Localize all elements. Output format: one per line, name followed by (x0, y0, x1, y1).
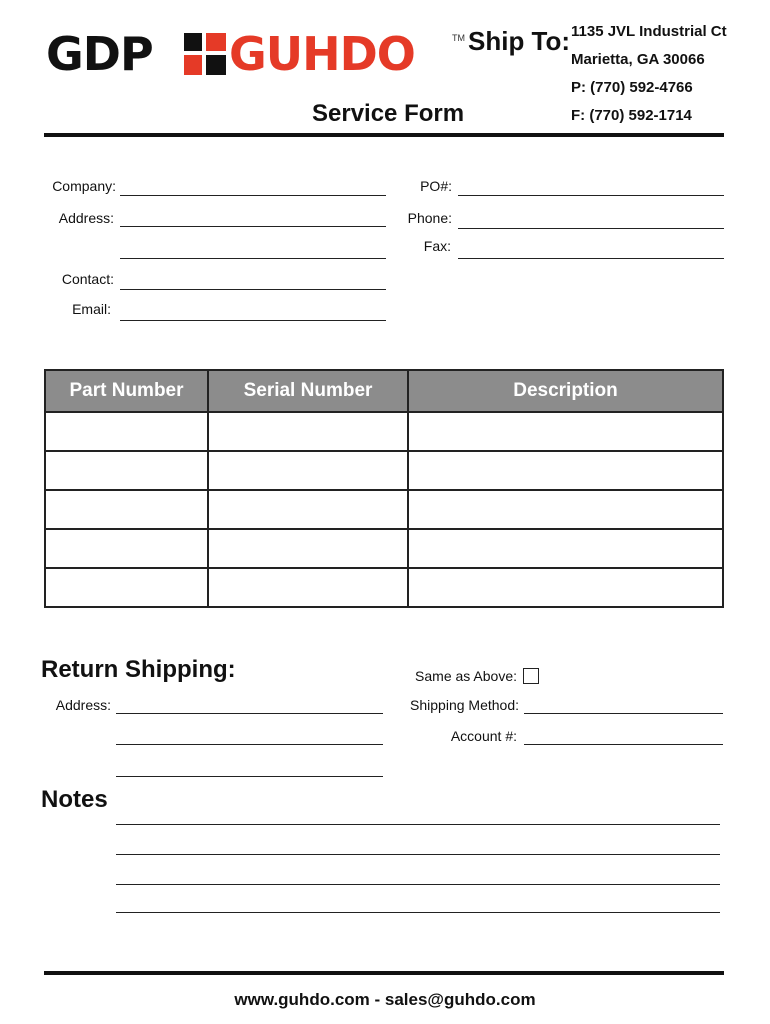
table-row (45, 490, 723, 529)
shipping-method-label: Shipping Method: (410, 697, 519, 713)
contact-label: Contact: (61, 271, 114, 287)
shipping-method-field[interactable] (524, 713, 723, 714)
phone-label: Phone: (407, 210, 452, 226)
po-label: PO#: (420, 178, 452, 194)
ship-to-fax: F: (770) 592-1714 (571, 107, 692, 124)
serial-number-cell[interactable] (208, 451, 408, 490)
serial-number-header: Serial Number (208, 370, 408, 412)
email-label: Email: (72, 301, 111, 317)
logo-gdp: GDP (46, 27, 153, 81)
table-row (45, 568, 723, 607)
address-label: Address: (58, 210, 114, 226)
same-as-above-checkbox[interactable] (523, 668, 539, 684)
description-cell[interactable] (408, 451, 723, 490)
address-field[interactable] (120, 226, 386, 227)
part-number-cell[interactable] (45, 490, 208, 529)
notes-line[interactable] (116, 824, 720, 825)
return-address-field-line3[interactable] (116, 776, 383, 777)
return-shipping-title: Return Shipping: (41, 656, 236, 683)
return-address-field-line2[interactable] (116, 744, 383, 745)
ship-to-phone: P: (770) 592-4766 (571, 79, 693, 96)
fax-field[interactable] (458, 258, 724, 259)
table-row (45, 529, 723, 568)
company-label: Company: (52, 178, 116, 194)
ship-to-street: 1135 JVL Industrial Ct (571, 23, 727, 40)
email-field[interactable] (120, 320, 386, 321)
ship-to-label: Ship To: (468, 26, 571, 56)
description-cell[interactable] (408, 412, 723, 451)
address-field-line2[interactable] (120, 258, 386, 259)
part-number-cell[interactable] (45, 568, 208, 607)
account-label: Account #: (450, 728, 517, 744)
notes-line[interactable] (116, 912, 720, 913)
footer-contact: www.guhdo.com - sales@guhdo.com (234, 990, 536, 1009)
table-row (45, 451, 723, 490)
po-field[interactable] (458, 195, 724, 196)
notes-line[interactable] (116, 884, 720, 885)
description-cell[interactable] (408, 529, 723, 568)
fax-label: Fax: (423, 238, 451, 254)
logo-trademark: TM (452, 33, 465, 43)
notes-line[interactable] (116, 854, 720, 855)
description-header: Description (408, 370, 723, 412)
serial-number-cell[interactable] (208, 529, 408, 568)
company-field[interactable] (120, 195, 386, 196)
account-field[interactable] (524, 744, 723, 745)
part-number-header: Part Number (45, 370, 208, 412)
description-cell[interactable] (408, 490, 723, 529)
footer-divider (44, 971, 724, 975)
part-number-cell[interactable] (45, 529, 208, 568)
serial-number-cell[interactable] (208, 490, 408, 529)
same-as-above-label: Same as Above: (415, 668, 517, 684)
table-row (45, 412, 723, 451)
logo-guhdo: GUHDO (229, 27, 415, 81)
part-number-cell[interactable] (45, 451, 208, 490)
serial-number-cell[interactable] (208, 412, 408, 451)
contact-field[interactable] (120, 289, 386, 290)
notes-title: Notes (41, 786, 108, 813)
description-cell[interactable] (408, 568, 723, 607)
phone-field[interactable] (458, 228, 724, 229)
logo-mark-icon (184, 33, 226, 75)
serial-number-cell[interactable] (208, 568, 408, 607)
form-title: Service Form (312, 100, 465, 127)
return-address-label: Address: (55, 697, 111, 713)
part-number-cell[interactable] (45, 412, 208, 451)
table-header-row (45, 370, 723, 412)
return-address-field[interactable] (116, 713, 383, 714)
ship-to-city: Marietta, GA 30066 (571, 51, 705, 68)
header-divider (44, 133, 724, 137)
parts-table (44, 369, 724, 608)
